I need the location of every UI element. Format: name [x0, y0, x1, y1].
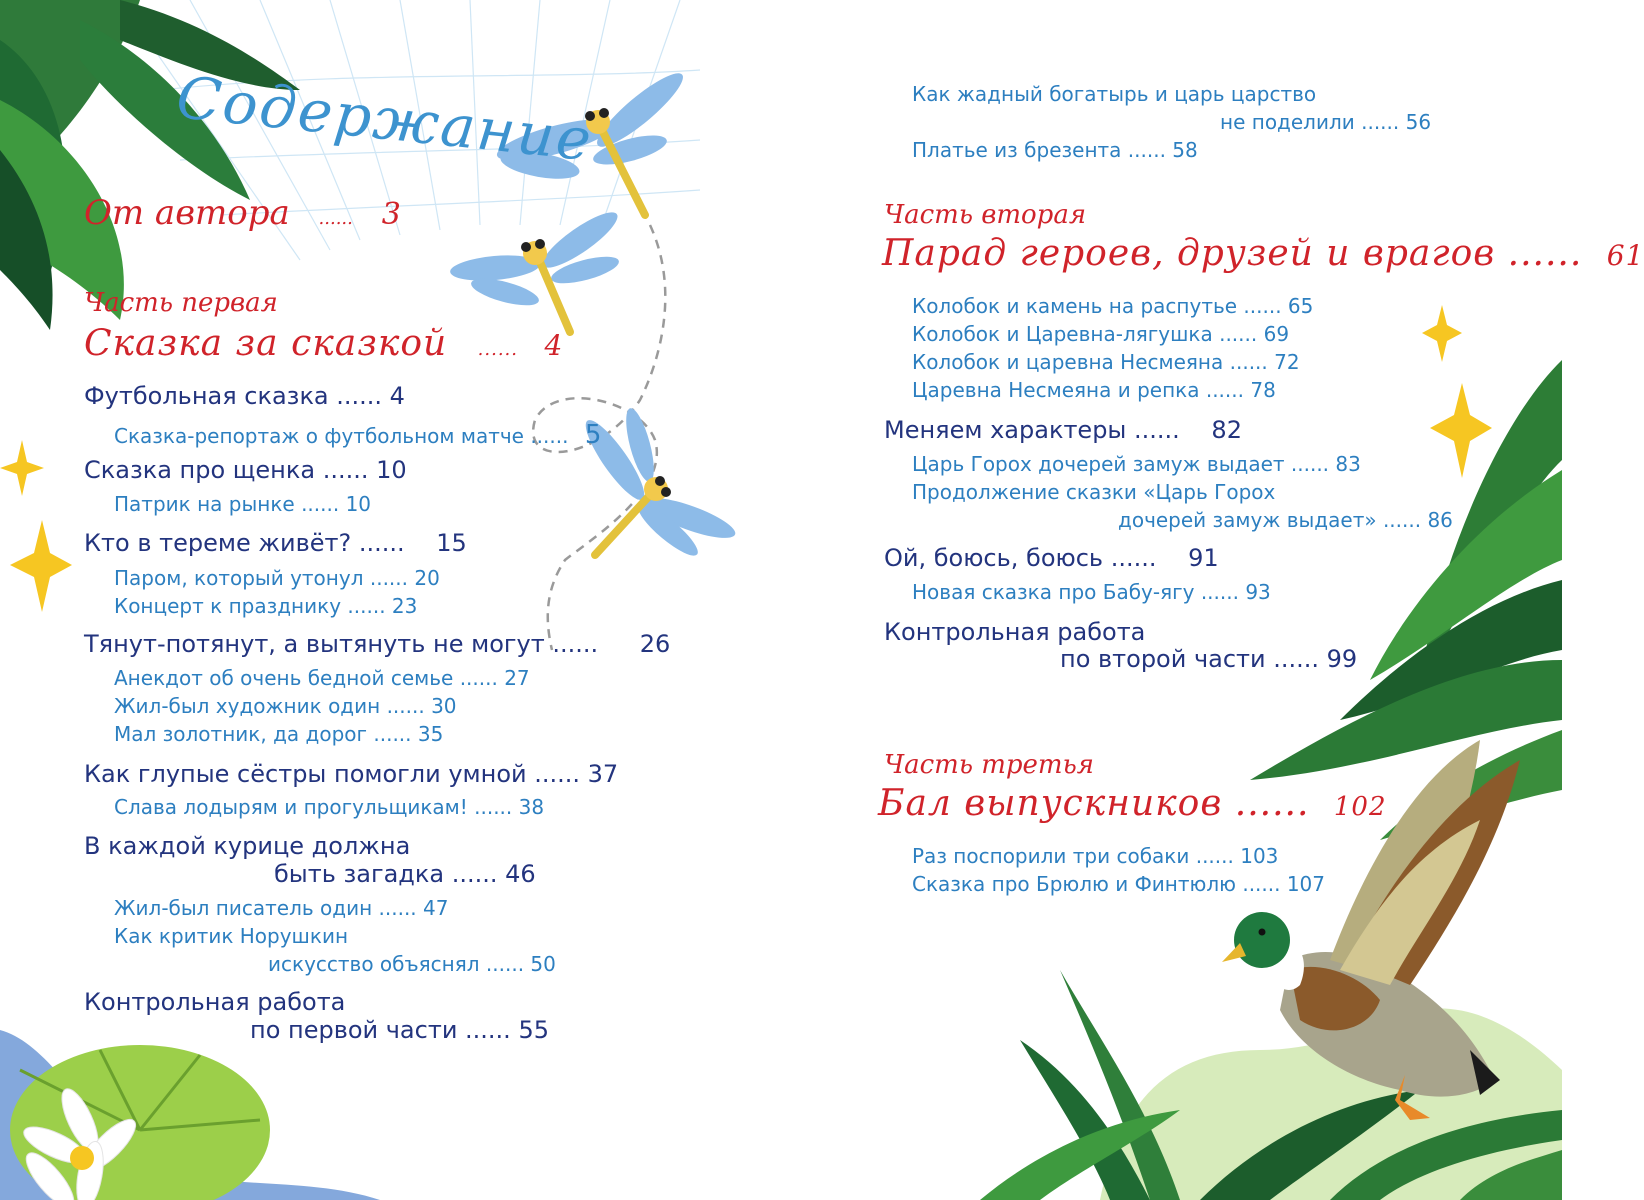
part3-page: 102 [1333, 792, 1387, 822]
toc-entry-characters-text: Меняем характеры ...... [884, 416, 1180, 444]
toc-entry-afraid-text: Ой, боюсь, боюсь ...... [884, 544, 1157, 572]
palm-leaves-top-left [0, 0, 300, 330]
pond-lily-pad [0, 1030, 380, 1200]
toc-subentry-ferry[interactable]: Паром, который утонул ...... 20 [114, 566, 440, 590]
toc-entry-test2-line2[interactable]: по второй части ...... 99 [1060, 645, 1358, 673]
toc-subentry-report-text: Сказка-репортаж о футбольном матче ...... [114, 424, 569, 448]
toc-entry-terem-page: 15 [436, 529, 467, 557]
toc-subentry-three-dogs[interactable]: Раз поспорили три собаки ...... 103 [912, 844, 1279, 868]
part2-label: Часть вторая [884, 200, 1087, 230]
dragonfly-3 [578, 406, 740, 562]
toc-entry-characters[interactable] [884, 418, 1242, 442]
part3-heading[interactable] [878, 783, 1387, 824]
toc-entry-sisters[interactable]: Как глупые сёстры помогли умной ...... 37 [84, 760, 619, 788]
toc-entry-characters-page: 82 [1211, 416, 1242, 444]
part3-title: Бал выпускников ...... [878, 783, 1310, 824]
part1-heading[interactable] [84, 323, 564, 364]
toc-subentry-report-page: 5 [584, 420, 602, 450]
toc-subentry-nesmeyana-repka[interactable]: Царевна Несмеяна и репка ...... 78 [912, 378, 1276, 402]
toc-entry-test2-line1[interactable]: Контрольная работа [884, 618, 1146, 646]
toc-subentry-patrik[interactable]: Патрик на рынке ...... 10 [114, 492, 372, 516]
toc-entry-chicken-line1[interactable]: В каждой курице должна [84, 832, 411, 860]
toc-entry-football[interactable]: Футбольная сказка ...... 4 [84, 382, 405, 410]
toc-subentry-goroh-continued-line2[interactable]: дочерей замуж выдает» ...... 86 [1118, 508, 1453, 532]
part1-page: 4 [544, 329, 564, 362]
toc-subentry-zolotnik[interactable]: Мал золотник, да дорог ...... 35 [114, 722, 444, 746]
toc-subentry-bogatyr-line2[interactable]: не поделили ...... 56 [1220, 110, 1432, 134]
toc-subentry-bryulya[interactable]: Сказка про Брюлю и Финтюлю ...... 107 [912, 872, 1326, 896]
part1-dots: ...... [477, 339, 518, 360]
toc-subentry-slava[interactable]: Слава лодырям и прогульщикам! ...... 38 [114, 795, 545, 819]
author-entry[interactable] [84, 193, 401, 233]
toc-subentry-bogatyr-line1[interactable]: Как жадный богатырь и царь царство [912, 82, 1317, 106]
toc-subentry-critic-line2[interactable]: искусство объяснял ...... 50 [268, 952, 556, 976]
toc-subentry-goroh-continued-line1[interactable]: Продолжение сказки «Царь Горох [912, 480, 1276, 504]
toc-subentry-kolobok-nesmeyana[interactable]: Колобок и царевна Несмеяна ...... 72 [912, 350, 1300, 374]
toc-subentry-goroh[interactable]: Царь Горох дочерей замуж выдает ...... 83 [912, 452, 1361, 476]
part1-label: Часть первая [84, 288, 278, 318]
page-title: Содержание [173, 63, 597, 175]
part2-page: 61 [1606, 239, 1644, 272]
toc-entry-puppy[interactable]: Сказка про щенка ...... 10 [84, 456, 407, 484]
part2-title: Парад героев, друзей и врагов ...... [882, 233, 1583, 274]
toc-subentry-baba-yaga[interactable]: Новая сказка про Бабу-ягу ...... 93 [912, 580, 1271, 604]
dragonfly-2 [449, 204, 624, 332]
part2-heading[interactable] [882, 233, 1644, 274]
toc-entry-tyanut-text: Тянут-потянут, а вытянуть не могут ...... [84, 630, 599, 658]
toc-subentry-kolobok-frog[interactable]: Колобок и Царевна-лягушка ...... 69 [912, 322, 1290, 346]
toc-entry-afraid[interactable] [884, 546, 1219, 570]
toc-subentry-kolobok-stone[interactable]: Колобок и камень на распутье ...... 65 [912, 294, 1314, 318]
toc-entry-test1-line2[interactable]: по первой части ...... 55 [250, 1016, 549, 1044]
toc-entry-test1-line1[interactable]: Контрольная работа [84, 988, 346, 1016]
toc-entry-afraid-page: 91 [1188, 544, 1219, 572]
toc-subentry-concert[interactable]: Концерт к празднику ...... 23 [114, 594, 418, 618]
part3-label: Часть третья [884, 750, 1094, 780]
toc-entry-chicken-line2[interactable]: быть загадка ...... 46 [274, 860, 536, 888]
toc-entry-tyanut-page: 26 [639, 630, 671, 658]
toc-subentry-critic-line1[interactable]: Как критик Норушкин [114, 924, 349, 948]
toc-subentry-writer[interactable]: Жил-был писатель один ...... 47 [114, 896, 449, 920]
author-page: 3 [381, 197, 401, 232]
part1-title: Сказка за сказкой [84, 323, 448, 364]
toc-entry-terem[interactable] [84, 531, 467, 555]
toc-subentry-report[interactable] [114, 422, 601, 448]
toc-entry-tyanut[interactable] [84, 632, 670, 656]
toc-subentry-dress[interactable]: Платье из брезента ...... 58 [912, 138, 1198, 162]
author-label: От автора [84, 193, 290, 233]
toc-entry-terem-text: Кто в тереме живёт? ...... [84, 529, 405, 557]
author-dots: ...... [318, 208, 353, 229]
toc-subentry-anecdote[interactable]: Анекдот об очень бедной семье ...... 27 [114, 666, 530, 690]
toc-subentry-artist[interactable]: Жил-был художник один ...... 30 [114, 694, 457, 718]
